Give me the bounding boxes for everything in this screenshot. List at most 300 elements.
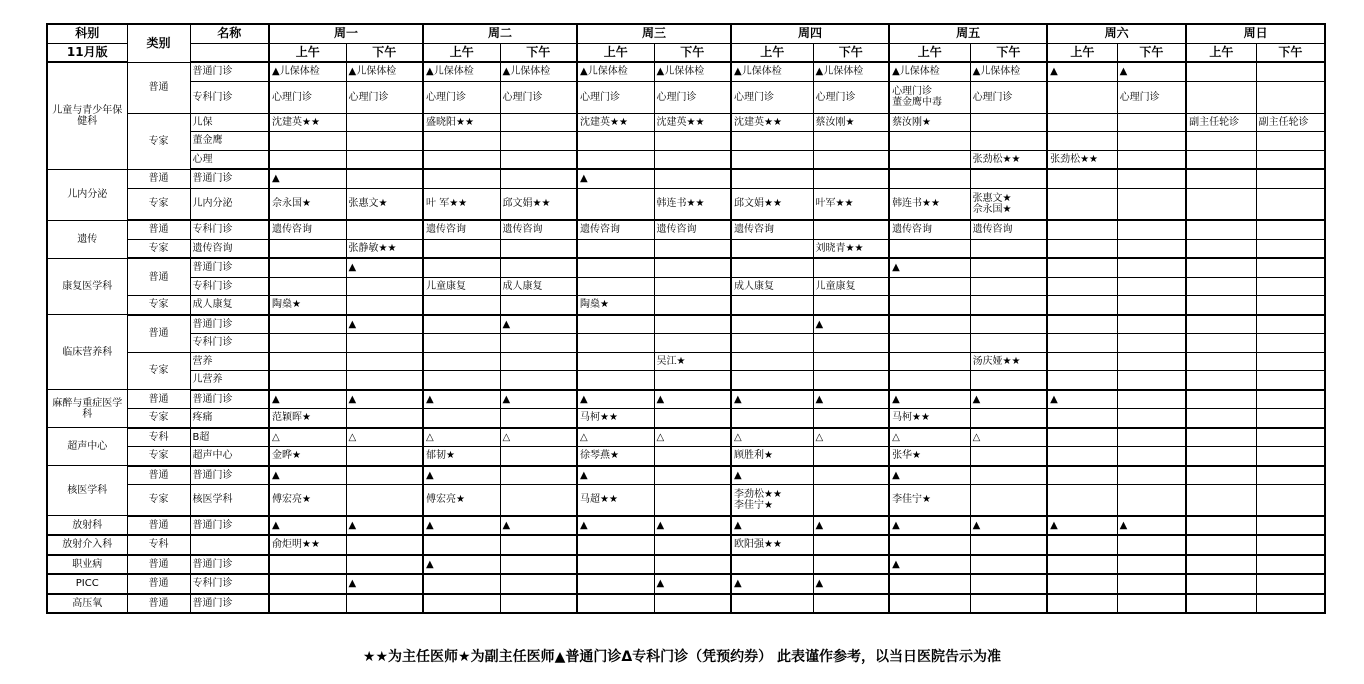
schedule-cell: 张惠文★ bbox=[346, 188, 423, 220]
schedule-cell: 沈建英★★ bbox=[731, 113, 813, 132]
schedule-cell bbox=[970, 594, 1047, 614]
schedule-cell bbox=[1256, 352, 1325, 371]
schedule-cell bbox=[423, 371, 500, 390]
schedule-cell bbox=[269, 277, 346, 296]
clinic-name-cell: 普通门诊 bbox=[190, 390, 269, 409]
clinic-name-cell: 营养 bbox=[190, 352, 269, 371]
schedule-cell: 韩连书★★ bbox=[654, 188, 731, 220]
clinic-name-cell: 疼痛 bbox=[190, 409, 269, 428]
schedule-cell bbox=[500, 169, 577, 188]
schedule-cell bbox=[1047, 409, 1117, 428]
schedule-cell bbox=[1117, 428, 1186, 447]
schedule-cell bbox=[1186, 352, 1256, 371]
schedule-cell bbox=[813, 296, 889, 315]
schedule-cell: 成人康复 bbox=[500, 277, 577, 296]
schedule-cell bbox=[1256, 62, 1325, 81]
schedule-cell: ▲ bbox=[269, 466, 346, 485]
schedule-cell bbox=[1117, 188, 1186, 220]
schedule-cell: △ bbox=[654, 428, 731, 447]
schedule-cell bbox=[1186, 428, 1256, 447]
schedule-cell bbox=[500, 447, 577, 466]
schedule-cell: 傅宏亮★ bbox=[269, 485, 346, 516]
schedule-cell: 遗传咨询 bbox=[423, 220, 500, 239]
category-cell: 专家 bbox=[127, 352, 190, 390]
schedule-cell bbox=[1186, 466, 1256, 485]
schedule-cell bbox=[1256, 555, 1325, 575]
schedule-cell bbox=[1186, 334, 1256, 353]
schedule-cell: ▲ bbox=[1047, 62, 1117, 81]
header-am: 上午 bbox=[577, 43, 654, 62]
schedule-cell: ▲ bbox=[1047, 390, 1117, 409]
schedule-cell: 沈建英★★ bbox=[654, 113, 731, 132]
schedule-cell: △ bbox=[423, 428, 500, 447]
schedule-cell bbox=[1256, 81, 1325, 113]
schedule-cell: 遗传咨询 bbox=[889, 220, 970, 239]
schedule-cell: ▲ bbox=[889, 555, 970, 575]
category-cell: 普通 bbox=[127, 594, 190, 614]
schedule-cell: 张静敏★★ bbox=[346, 239, 423, 258]
schedule-cell bbox=[269, 315, 346, 334]
department-cell: 儿内分泌 bbox=[47, 169, 127, 220]
header-pm: 下午 bbox=[813, 43, 889, 62]
department-cell: 麻醉与重症医学科 bbox=[47, 390, 127, 428]
schedule-cell bbox=[1256, 390, 1325, 409]
schedule-cell bbox=[889, 239, 970, 258]
schedule-cell: 心理门诊 bbox=[970, 81, 1047, 113]
schedule-row bbox=[47, 132, 1325, 151]
schedule-cell bbox=[423, 132, 500, 151]
department-cell: 核医学科 bbox=[47, 466, 127, 516]
schedule-cell: ▲ bbox=[500, 390, 577, 409]
schedule-cell bbox=[654, 334, 731, 353]
schedule-cell bbox=[970, 113, 1047, 132]
clinic-name-cell: 成人康复 bbox=[190, 296, 269, 315]
schedule-row bbox=[47, 258, 1325, 277]
schedule-cell bbox=[346, 296, 423, 315]
clinic-name-cell: 普通门诊 bbox=[190, 594, 269, 614]
schedule-cell: 马超★★ bbox=[577, 485, 654, 516]
schedule-cell bbox=[1117, 371, 1186, 390]
schedule-cell: △ bbox=[813, 428, 889, 447]
schedule-cell bbox=[731, 169, 813, 188]
schedule-cell bbox=[654, 132, 731, 151]
schedule-cell bbox=[1117, 485, 1186, 516]
schedule-cell bbox=[1117, 447, 1186, 466]
schedule-cell: 副主任轮诊 bbox=[1186, 113, 1256, 132]
schedule-cell bbox=[1117, 258, 1186, 277]
schedule-cell: 韩连书★★ bbox=[889, 188, 970, 220]
schedule-cell: ▲ bbox=[500, 315, 577, 334]
header-am: 上午 bbox=[889, 43, 970, 62]
schedule-cell bbox=[970, 169, 1047, 188]
schedule-row bbox=[47, 371, 1325, 390]
schedule-cell: 沈建英★★ bbox=[269, 113, 346, 132]
schedule-cell: 心理门诊 bbox=[346, 81, 423, 113]
schedule-cell: △ bbox=[269, 428, 346, 447]
schedule-cell bbox=[813, 535, 889, 555]
header-am: 上午 bbox=[1186, 43, 1256, 62]
schedule-cell: ▲ bbox=[970, 516, 1047, 536]
schedule-cell: 邱文娟★★ bbox=[500, 188, 577, 220]
schedule-cell: 叶军★★ bbox=[813, 188, 889, 220]
schedule-cell bbox=[731, 371, 813, 390]
header-pm: 下午 bbox=[1256, 43, 1325, 62]
schedule-cell bbox=[1117, 352, 1186, 371]
schedule-cell bbox=[346, 352, 423, 371]
schedule-cell bbox=[970, 296, 1047, 315]
schedule-cell bbox=[1047, 132, 1117, 151]
schedule-cell: 徐琴燕★ bbox=[577, 447, 654, 466]
schedule-cell: 陶燊★ bbox=[269, 296, 346, 315]
schedule-cell bbox=[731, 239, 813, 258]
schedule-cell bbox=[731, 409, 813, 428]
header-am: 上午 bbox=[269, 43, 346, 62]
department-cell: 超声中心 bbox=[47, 428, 127, 466]
schedule-cell bbox=[1117, 594, 1186, 614]
schedule-cell bbox=[1117, 390, 1186, 409]
schedule-cell: ▲儿保体检 bbox=[889, 62, 970, 81]
schedule-cell bbox=[1047, 594, 1117, 614]
schedule-row bbox=[47, 594, 1325, 614]
schedule-cell bbox=[1256, 447, 1325, 466]
schedule-cell bbox=[1256, 334, 1325, 353]
schedule-cell: ▲ bbox=[269, 390, 346, 409]
schedule-cell: 汤庆娅★★ bbox=[970, 352, 1047, 371]
schedule-cell bbox=[1256, 169, 1325, 188]
schedule-cell: ▲ bbox=[813, 390, 889, 409]
schedule-cell: 儿童康复 bbox=[813, 277, 889, 296]
schedule-cell: ▲儿保体检 bbox=[654, 62, 731, 81]
schedule-cell: 叶 军★★ bbox=[423, 188, 500, 220]
schedule-cell bbox=[1047, 352, 1117, 371]
schedule-cell bbox=[423, 352, 500, 371]
schedule-cell bbox=[269, 574, 346, 594]
schedule-cell bbox=[500, 535, 577, 555]
schedule-cell bbox=[500, 466, 577, 485]
schedule-cell: 李佳宁★ bbox=[889, 485, 970, 516]
schedule-cell: ▲ bbox=[654, 574, 731, 594]
schedule-cell bbox=[269, 371, 346, 390]
schedule-cell bbox=[1256, 428, 1325, 447]
schedule-cell: 盛晓阳★★ bbox=[423, 113, 500, 132]
schedule-cell bbox=[346, 334, 423, 353]
schedule-cell bbox=[731, 315, 813, 334]
schedule-cell bbox=[423, 315, 500, 334]
schedule-cell bbox=[970, 466, 1047, 485]
schedule-cell bbox=[1256, 188, 1325, 220]
schedule-cell bbox=[423, 258, 500, 277]
schedule-cell bbox=[654, 535, 731, 555]
schedule-cell bbox=[1047, 277, 1117, 296]
schedule-cell bbox=[1047, 296, 1117, 315]
schedule-cell: ▲儿保体检 bbox=[269, 62, 346, 81]
schedule-cell bbox=[1047, 485, 1117, 516]
schedule-cell bbox=[346, 485, 423, 516]
clinic-name-cell: 普通门诊 bbox=[190, 466, 269, 485]
schedule-cell bbox=[346, 555, 423, 575]
schedule-cell: 马柯★★ bbox=[577, 409, 654, 428]
category-cell: 普通 bbox=[127, 315, 190, 353]
schedule-cell bbox=[970, 315, 1047, 334]
schedule-cell bbox=[654, 169, 731, 188]
schedule-cell bbox=[346, 220, 423, 239]
schedule-cell bbox=[577, 258, 654, 277]
schedule-row bbox=[47, 169, 1325, 188]
schedule-cell bbox=[346, 169, 423, 188]
schedule-cell bbox=[970, 409, 1047, 428]
schedule-cell: ▲ bbox=[346, 516, 423, 536]
department-cell: 职业病 bbox=[47, 555, 127, 575]
header-pm: 下午 bbox=[654, 43, 731, 62]
schedule-cell bbox=[970, 239, 1047, 258]
schedule-cell: 郁韧★ bbox=[423, 447, 500, 466]
header-am: 上午 bbox=[1047, 43, 1117, 62]
schedule-cell: 佘永国★ bbox=[269, 188, 346, 220]
clinic-name-cell: 专科门诊 bbox=[190, 574, 269, 594]
schedule-cell bbox=[889, 132, 970, 151]
schedule-cell: 蔡汝刚★ bbox=[813, 113, 889, 132]
schedule-cell bbox=[346, 132, 423, 151]
header-am: 上午 bbox=[423, 43, 500, 62]
schedule-cell bbox=[500, 334, 577, 353]
schedule-cell bbox=[1047, 113, 1117, 132]
schedule-cell bbox=[577, 594, 654, 614]
schedule-cell bbox=[1186, 447, 1256, 466]
header-type: 类别 bbox=[127, 24, 190, 62]
schedule-cell bbox=[346, 594, 423, 614]
schedule-cell bbox=[1186, 220, 1256, 239]
schedule-cell bbox=[1047, 447, 1117, 466]
schedule-cell bbox=[423, 296, 500, 315]
schedule-row bbox=[47, 334, 1325, 353]
schedule-cell: ▲ bbox=[346, 390, 423, 409]
category-cell: 专家 bbox=[127, 239, 190, 258]
schedule-cell bbox=[1186, 555, 1256, 575]
schedule-cell: ▲ bbox=[423, 516, 500, 536]
schedule-cell bbox=[577, 239, 654, 258]
category-cell: 专家 bbox=[127, 447, 190, 466]
schedule-cell: ▲儿保体检 bbox=[500, 62, 577, 81]
clinic-name-cell: 遗传咨询 bbox=[190, 239, 269, 258]
schedule-cell bbox=[970, 485, 1047, 516]
schedule-cell bbox=[346, 277, 423, 296]
schedule-cell: ▲儿保体检 bbox=[577, 62, 654, 81]
schedule-cell bbox=[577, 188, 654, 220]
schedule-row bbox=[47, 555, 1325, 575]
schedule-cell bbox=[970, 258, 1047, 277]
department-cell: 儿童与青少年保健科 bbox=[47, 62, 127, 169]
schedule-cell bbox=[970, 334, 1047, 353]
department-cell: 康复医学科 bbox=[47, 258, 127, 315]
schedule-cell bbox=[1186, 188, 1256, 220]
header-day-mon: 周一 bbox=[269, 24, 423, 43]
schedule-cell bbox=[577, 574, 654, 594]
clinic-name-cell: 董金鹰 bbox=[190, 132, 269, 151]
department-cell: 遗传 bbox=[47, 220, 127, 258]
clinic-name-cell: 普通门诊 bbox=[190, 555, 269, 575]
schedule-cell bbox=[654, 296, 731, 315]
schedule-cell bbox=[269, 594, 346, 614]
header-day-sat: 周六 bbox=[1047, 24, 1186, 43]
schedule-cell bbox=[1117, 334, 1186, 353]
schedule-cell bbox=[1117, 239, 1186, 258]
schedule-cell: ▲ bbox=[889, 258, 970, 277]
schedule-cell bbox=[346, 535, 423, 555]
schedule-cell: ▲ bbox=[269, 169, 346, 188]
schedule-cell: ▲ bbox=[269, 516, 346, 536]
clinic-name-cell: 普通门诊 bbox=[190, 258, 269, 277]
schedule-cell: 李劲松★★ 李佳宁★ bbox=[731, 485, 813, 516]
schedule-cell bbox=[889, 371, 970, 390]
schedule-row bbox=[47, 81, 1325, 113]
schedule-cell bbox=[500, 150, 577, 169]
schedule-cell bbox=[500, 574, 577, 594]
schedule-cell bbox=[577, 132, 654, 151]
schedule-cell bbox=[654, 258, 731, 277]
schedule-cell bbox=[1047, 188, 1117, 220]
schedule-cell bbox=[1256, 277, 1325, 296]
schedule-cell bbox=[269, 334, 346, 353]
schedule-cell: ▲ bbox=[889, 466, 970, 485]
header-day-thu: 周四 bbox=[731, 24, 889, 43]
schedule-cell bbox=[654, 277, 731, 296]
schedule-cell: 张劲松★★ bbox=[970, 150, 1047, 169]
schedule-cell bbox=[889, 594, 970, 614]
schedule-cell bbox=[1256, 535, 1325, 555]
category-cell: 普通 bbox=[127, 574, 190, 594]
schedule-cell bbox=[1117, 132, 1186, 151]
schedule-cell bbox=[1186, 315, 1256, 334]
schedule-cell bbox=[346, 466, 423, 485]
schedule-cell bbox=[1047, 535, 1117, 555]
schedule-cell bbox=[889, 574, 970, 594]
schedule-cell bbox=[813, 352, 889, 371]
schedule-cell bbox=[1186, 277, 1256, 296]
schedule-cell bbox=[731, 296, 813, 315]
schedule-cell bbox=[500, 258, 577, 277]
schedule-cell: ▲ bbox=[813, 516, 889, 536]
schedule-cell: ▲ bbox=[654, 390, 731, 409]
schedule-cell bbox=[577, 352, 654, 371]
schedule-cell bbox=[1047, 574, 1117, 594]
schedule-cell bbox=[889, 535, 970, 555]
schedule-cell bbox=[1256, 409, 1325, 428]
schedule-cell bbox=[1256, 239, 1325, 258]
clinic-name-cell: 专科门诊 bbox=[190, 334, 269, 353]
schedule-cell bbox=[423, 169, 500, 188]
schedule-cell bbox=[423, 334, 500, 353]
schedule-cell bbox=[889, 277, 970, 296]
schedule-cell: 傅宏亮★ bbox=[423, 485, 500, 516]
clinic-name-cell: 专科门诊 bbox=[190, 220, 269, 239]
header-pm: 下午 bbox=[970, 43, 1047, 62]
schedule-cell bbox=[1117, 315, 1186, 334]
schedule-cell: ▲ bbox=[731, 574, 813, 594]
category-cell: 普通 bbox=[127, 516, 190, 536]
schedule-row bbox=[47, 277, 1325, 296]
schedule-cell: 儿童康复 bbox=[423, 277, 500, 296]
schedule-cell bbox=[1117, 466, 1186, 485]
schedule-cell: ▲儿保体检 bbox=[813, 62, 889, 81]
schedule-cell: 遗传咨询 bbox=[970, 220, 1047, 239]
schedule-cell bbox=[731, 132, 813, 151]
header-pm: 下午 bbox=[346, 43, 423, 62]
schedule-cell bbox=[1186, 169, 1256, 188]
schedule-cell bbox=[1256, 466, 1325, 485]
schedule-cell: 遗传咨询 bbox=[731, 220, 813, 239]
schedule-cell: △ bbox=[731, 428, 813, 447]
schedule-cell: ▲ bbox=[889, 390, 970, 409]
schedule-cell: 心理门诊 bbox=[813, 81, 889, 113]
schedule-cell bbox=[500, 485, 577, 516]
schedule-cell: △ bbox=[577, 428, 654, 447]
schedule-cell bbox=[269, 555, 346, 575]
schedule-cell bbox=[1186, 516, 1256, 536]
schedule-cell bbox=[970, 277, 1047, 296]
schedule-cell bbox=[423, 239, 500, 258]
schedule-cell bbox=[731, 334, 813, 353]
schedule-cell: ▲ bbox=[346, 574, 423, 594]
schedule-cell bbox=[1186, 62, 1256, 81]
schedule-row bbox=[47, 296, 1325, 315]
schedule-row bbox=[47, 113, 1325, 132]
schedule-cell: ▲ bbox=[654, 516, 731, 536]
category-cell: 普通 bbox=[127, 466, 190, 485]
schedule-row bbox=[47, 574, 1325, 594]
schedule-cell: ▲ bbox=[731, 516, 813, 536]
schedule-row bbox=[47, 150, 1325, 169]
clinic-name-cell: B超 bbox=[190, 428, 269, 447]
schedule-cell: 心理门诊 董金鹰中毒 bbox=[889, 81, 970, 113]
schedule-cell bbox=[1047, 169, 1117, 188]
schedule-cell bbox=[1256, 485, 1325, 516]
schedule-cell: ▲ bbox=[346, 315, 423, 334]
schedule-row bbox=[47, 220, 1325, 239]
department-cell: 放射介入科 bbox=[47, 535, 127, 555]
schedule-cell bbox=[1186, 371, 1256, 390]
schedule-cell bbox=[813, 220, 889, 239]
header-dept: 科别 bbox=[47, 24, 127, 43]
schedule-cell bbox=[1047, 315, 1117, 334]
schedule-cell: 心理门诊 bbox=[500, 81, 577, 113]
schedule-cell bbox=[577, 371, 654, 390]
schedule-cell: 心理门诊 bbox=[577, 81, 654, 113]
schedule-cell: 心理门诊 bbox=[1117, 81, 1186, 113]
schedule-cell: 陶燊★ bbox=[577, 296, 654, 315]
schedule-cell bbox=[1186, 390, 1256, 409]
schedule-cell bbox=[813, 258, 889, 277]
schedule-cell: ▲ bbox=[970, 390, 1047, 409]
schedule-cell bbox=[1186, 150, 1256, 169]
category-cell: 专家 bbox=[127, 113, 190, 169]
schedule-cell bbox=[500, 239, 577, 258]
schedule-cell: 成人康复 bbox=[731, 277, 813, 296]
header-name: 名称 bbox=[190, 24, 269, 43]
schedule-cell bbox=[423, 535, 500, 555]
schedule-cell: ▲ bbox=[423, 466, 500, 485]
schedule-cell bbox=[889, 315, 970, 334]
clinic-name-cell: 普通门诊 bbox=[190, 62, 269, 81]
clinic-name-cell: 普通门诊 bbox=[190, 516, 269, 536]
schedule-cell bbox=[654, 594, 731, 614]
schedule-cell bbox=[1186, 535, 1256, 555]
schedule-cell: △ bbox=[500, 428, 577, 447]
category-cell: 专家 bbox=[127, 296, 190, 315]
schedule-cell bbox=[813, 485, 889, 516]
schedule-row bbox=[47, 466, 1325, 485]
schedule-cell bbox=[813, 594, 889, 614]
schedule-cell: ▲ bbox=[813, 574, 889, 594]
